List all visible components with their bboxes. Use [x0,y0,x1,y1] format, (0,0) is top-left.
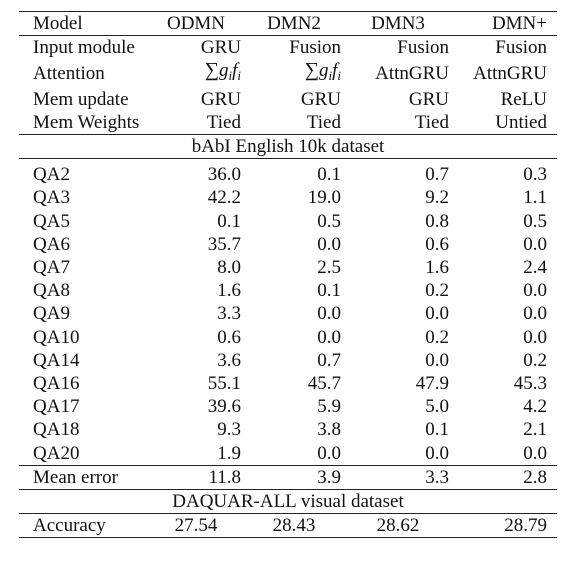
config-row [19,111,557,135]
row-label: Mem update [33,88,129,110]
table-row [19,326,557,349]
header-dmn-plus: DMN+ [457,12,557,36]
row-label: QA20 [19,442,151,466]
cell-value: 45.7 [307,373,341,395]
cell-value: GRU [408,88,449,110]
attention-formula: $g_if_i$ [318,60,341,84]
section-daquar-title: DAQUAR-ALL visual dataset [19,490,557,514]
cell-value: 28.79 [457,514,557,538]
cell-value: 0.6 [425,233,449,255]
cell-value: 55.1 [207,373,241,395]
cell-value [151,59,247,87]
row-label: Input module [33,37,135,59]
cell-value: 47.9 [415,373,449,395]
cell-value: 0.1 [317,280,341,302]
cell-value: 3.9 [247,465,347,489]
table-row [19,210,557,233]
cell-value: 0.0 [347,442,457,466]
cell-value: 3.3 [347,465,457,489]
row-label: QA5 [33,210,70,232]
cell-value: 35.7 [207,233,241,255]
attention-formula: $g_if_i$ [218,60,241,84]
cell-value: 0.2 [523,349,547,371]
table-row [19,186,557,209]
cell-value: 0.7 [425,164,449,186]
cell-value: 19.0 [307,187,341,209]
row-label: QA14 [33,349,80,371]
row-label: Accuracy [19,514,151,538]
cell-value: AttnGRU [375,62,449,84]
section-babi [19,135,557,159]
cell-value: 28.62 [347,514,457,538]
cell-value: GRU [300,88,341,110]
cell-value: 0.0 [247,442,347,466]
cell-value: 2.1 [523,419,547,441]
cell-value: 8.0 [217,257,241,279]
row-label: QA3 [33,187,70,209]
cell-value: 0.1 [217,210,241,232]
cell-value: 1.9 [151,442,247,466]
cell-value: Untied [457,111,557,135]
cell-value: 3.3 [217,303,241,325]
row-label: QA10 [33,326,80,348]
cell-value: 2.8 [457,465,557,489]
cell-value: 0.0 [425,303,449,325]
header-dmn2: DMN2 [247,12,347,36]
table-row [19,302,557,325]
section-babi-title: bAbI English 10k dataset [19,135,557,159]
sum-symbol: ∑ [304,59,319,82]
cell-value: 0.0 [523,233,547,255]
results-table-container [19,11,557,538]
cell-value: 0.1 [425,419,449,441]
cell-value: 0.0 [523,303,547,325]
config-row [19,59,557,87]
mean-error-row [19,465,557,489]
row-label: QA17 [33,396,80,418]
row-label: QA6 [33,233,70,255]
cell-value: 2.5 [317,257,341,279]
header-model: Model [19,12,151,36]
row-label: Attention [33,62,105,84]
table-row [19,349,557,372]
cell-value: 5.9 [317,396,341,418]
cell-value: Tied [347,111,457,135]
row-label: Mean error [19,465,151,489]
cell-value: 36.0 [207,164,241,186]
cell-value: ReLU [500,88,547,110]
cell-value: 0.8 [425,210,449,232]
row-label: QA18 [33,419,80,441]
cell-value: 45.3 [513,373,547,395]
cell-value: 3.6 [217,349,241,371]
cell-value: 28.43 [247,514,347,538]
row-label: QA2 [33,164,70,186]
cell-value: GRU [200,88,241,110]
cell-value: 4.2 [523,396,547,418]
table-row [19,256,557,279]
cell-value: 11.8 [151,465,247,489]
cell-value: 0.0 [317,303,341,325]
cell-value: 0.2 [425,326,449,348]
cell-value: 0.3 [523,164,547,186]
table-row [19,159,557,187]
cell-value: 1.6 [425,257,449,279]
cell-value: 0.2 [425,280,449,302]
cell-value: 0.0 [457,442,557,466]
cell-value: 0.0 [523,280,547,302]
row-label: QA7 [33,257,70,279]
cell-value: 0.5 [523,210,547,232]
cell-value: 39.6 [207,396,241,418]
cell-value: Fusion [397,37,449,59]
cell-value: 1.6 [217,280,241,302]
cell-value: 0.7 [317,349,341,371]
cell-value: 0.1 [317,164,341,186]
row-label: QA9 [33,303,70,325]
cell-value: 0.5 [317,210,341,232]
results-table [19,11,557,538]
table-row [19,233,557,256]
header-odmn: ODMN [151,12,247,36]
config-row [19,88,557,111]
cell-value: Fusion [495,37,547,59]
table-row [19,442,557,466]
sum-symbol: ∑ [204,59,219,82]
row-label: QA16 [33,373,80,395]
cell-value: 3.8 [317,419,341,441]
header-row [19,12,557,36]
cell-value: 42.2 [207,187,241,209]
table-row [19,418,557,441]
row-label: Mem Weights [19,111,151,135]
cell-value: 0.0 [425,349,449,371]
cell-value: AttnGRU [473,62,547,84]
cell-value: 2.4 [523,257,547,279]
cell-value: Tied [247,111,347,135]
row-label: QA8 [33,280,70,302]
table-row [19,279,557,302]
cell-value: 5.0 [425,396,449,418]
cell-value: Fusion [289,37,341,59]
header-dmn3: DMN3 [347,12,457,36]
cell-value: GRU [200,37,241,59]
cell-value: 0.0 [317,326,341,348]
cell-value: 9.2 [425,187,449,209]
section-daquar [19,490,557,514]
cell-value: 0.6 [217,326,241,348]
table-row [19,372,557,395]
cell-value: Tied [151,111,247,135]
cell-value: 1.1 [523,187,547,209]
config-row [19,36,557,60]
table-row [19,395,557,418]
accuracy-row [19,514,557,538]
cell-value: 27.54 [151,514,247,538]
cell-value: 0.0 [317,233,341,255]
cell-value: 0.0 [523,326,547,348]
cell-value: 9.3 [217,419,241,441]
cell-value [247,59,347,87]
